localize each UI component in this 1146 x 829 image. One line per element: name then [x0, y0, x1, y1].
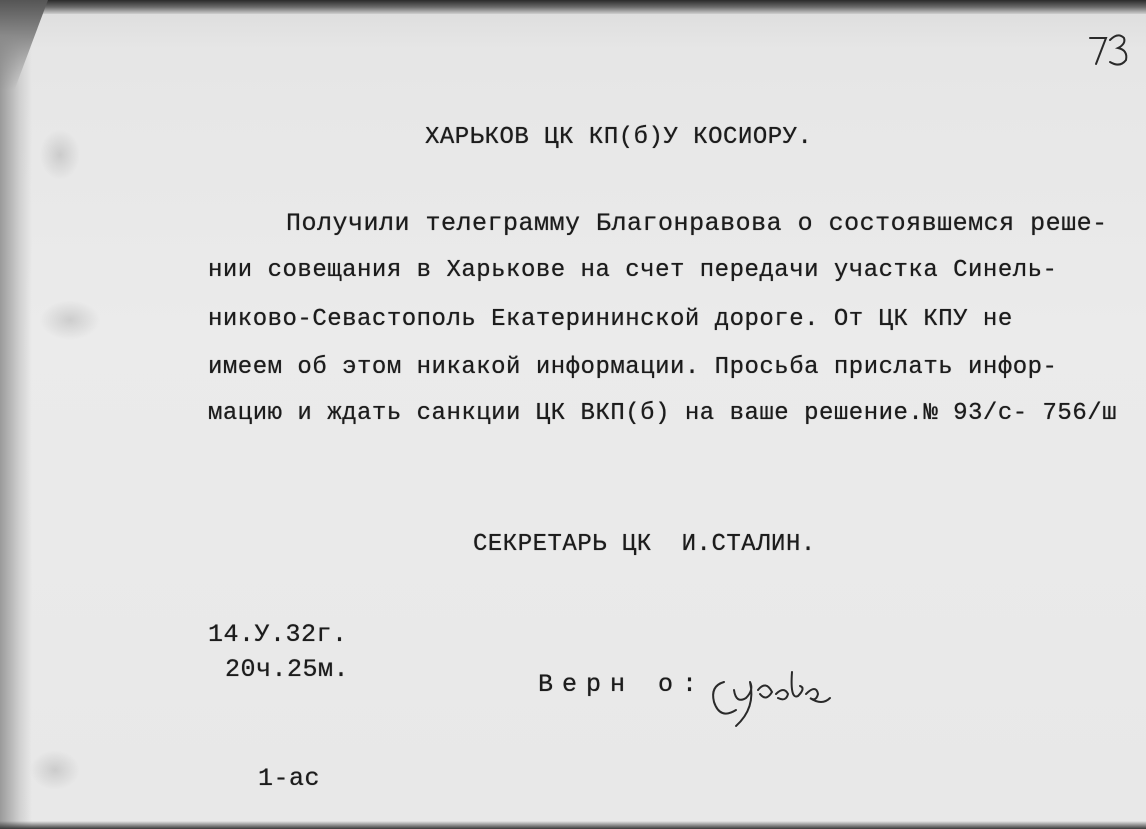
body-line: нии совещания в Харькове на счет передачи участка Синель- — [208, 257, 1058, 284]
document-code: 1-ас — [258, 764, 321, 793]
body-line: Получили телеграмму Благонравова о состоявшемся реше- — [286, 209, 1108, 238]
body-line: никово-Севастополь Екатерининской дороге. От ЦК КПУ не — [208, 306, 1013, 333]
verified-label: Верн о: — [538, 670, 707, 699]
paper-smudge — [40, 300, 100, 340]
body-line: имеем об этом никакой информации. Просьба прислать инфор- — [208, 354, 1058, 381]
time: 20ч.25м. — [225, 655, 350, 684]
page-number-handwritten — [1086, 30, 1134, 70]
scan-top-edge — [0, 0, 1146, 14]
scan-left-edge — [0, 0, 32, 829]
scan-bottom-edge — [0, 821, 1146, 829]
signature-line: СЕКРЕТАРЬ ЦК И.СТАЛИН. — [473, 531, 816, 558]
paper-smudge — [40, 130, 80, 180]
body-line: мацию и ждать санкции ЦК ВКП(б) на ваше решение.№ 93/с- 756/ш — [208, 400, 1118, 427]
heading-addressee: ХАРЬКОВ ЦК КП(б)У КОСИОРУ. — [425, 124, 813, 151]
date: 14.У.32г. — [208, 620, 348, 649]
paper-smudge — [30, 750, 80, 790]
handwritten-signature — [706, 660, 836, 730]
